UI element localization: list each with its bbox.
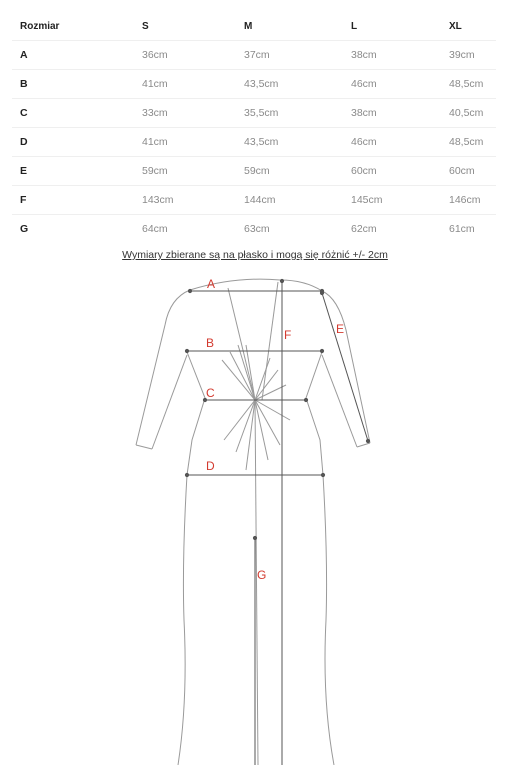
cell-value: 59cm	[236, 157, 343, 186]
row-label: B	[12, 70, 134, 99]
dress-diagram	[0, 265, 510, 765]
cell-value: 39cm	[441, 41, 496, 70]
cell-value: 41cm	[134, 128, 236, 157]
table-row	[12, 128, 496, 157]
cell-value: 38cm	[343, 99, 441, 128]
measurement-labels	[206, 277, 344, 582]
cell-value: 38cm	[343, 41, 441, 70]
row-label: F	[12, 186, 134, 215]
table-row	[12, 215, 496, 244]
table-row	[12, 99, 496, 128]
cell-value: 64cm	[142, 223, 168, 235]
cell-value: 46cm	[343, 128, 441, 157]
cell-value: 145cm	[343, 186, 441, 215]
header-xl: XL	[441, 12, 496, 41]
measurement-note: Wymiary zbierane są na płasko i mogą się różnić +/- 2cm	[122, 249, 388, 261]
label-d: D	[206, 459, 215, 473]
row-label: G	[20, 223, 29, 235]
label-b: B	[206, 336, 215, 350]
cell-value: 43,5cm	[236, 70, 343, 99]
cell-value: 61cm	[449, 223, 475, 235]
label-g: G	[257, 568, 267, 582]
cell-value: 62cm	[351, 223, 377, 235]
cell-value: 60cm	[441, 157, 496, 186]
size-table	[12, 12, 496, 243]
cell-value: 43,5cm	[236, 128, 343, 157]
dress-outline	[136, 279, 370, 765]
label-e: E	[336, 322, 345, 336]
table-row	[12, 157, 496, 186]
header-size: Rozmiar	[12, 12, 134, 41]
label-c: C	[206, 386, 215, 400]
row-label: D	[12, 128, 134, 157]
label-a: A	[207, 277, 216, 291]
header-m: M	[236, 12, 343, 41]
table-row	[12, 186, 496, 215]
cell-value: 146cm	[441, 186, 496, 215]
measurement-lines	[185, 279, 369, 765]
cell-value: 60cm	[343, 157, 441, 186]
cell-value: 36cm	[134, 41, 236, 70]
cell-value: 46cm	[343, 70, 441, 99]
cell-value: 59cm	[134, 157, 236, 186]
header-l: L	[343, 12, 441, 41]
cell-value: 37cm	[236, 41, 343, 70]
label-f: F	[284, 328, 292, 342]
cell-value: 48,5cm	[441, 70, 496, 99]
cell-value: 41cm	[134, 70, 236, 99]
row-label: E	[12, 157, 134, 186]
table-row	[12, 70, 496, 99]
header-s: S	[134, 12, 236, 41]
cell-value: 35,5cm	[236, 99, 343, 128]
cell-value: 143cm	[134, 186, 236, 215]
cell-value: 40,5cm	[441, 99, 496, 128]
cell-value: 63cm	[244, 223, 270, 235]
row-label: A	[12, 41, 134, 70]
cell-value: 48,5cm	[441, 128, 496, 157]
table-header-row	[12, 12, 496, 41]
table-row	[12, 41, 496, 70]
cell-value: 144cm	[236, 186, 343, 215]
row-label: C	[12, 99, 134, 128]
cell-value: 33cm	[134, 99, 236, 128]
